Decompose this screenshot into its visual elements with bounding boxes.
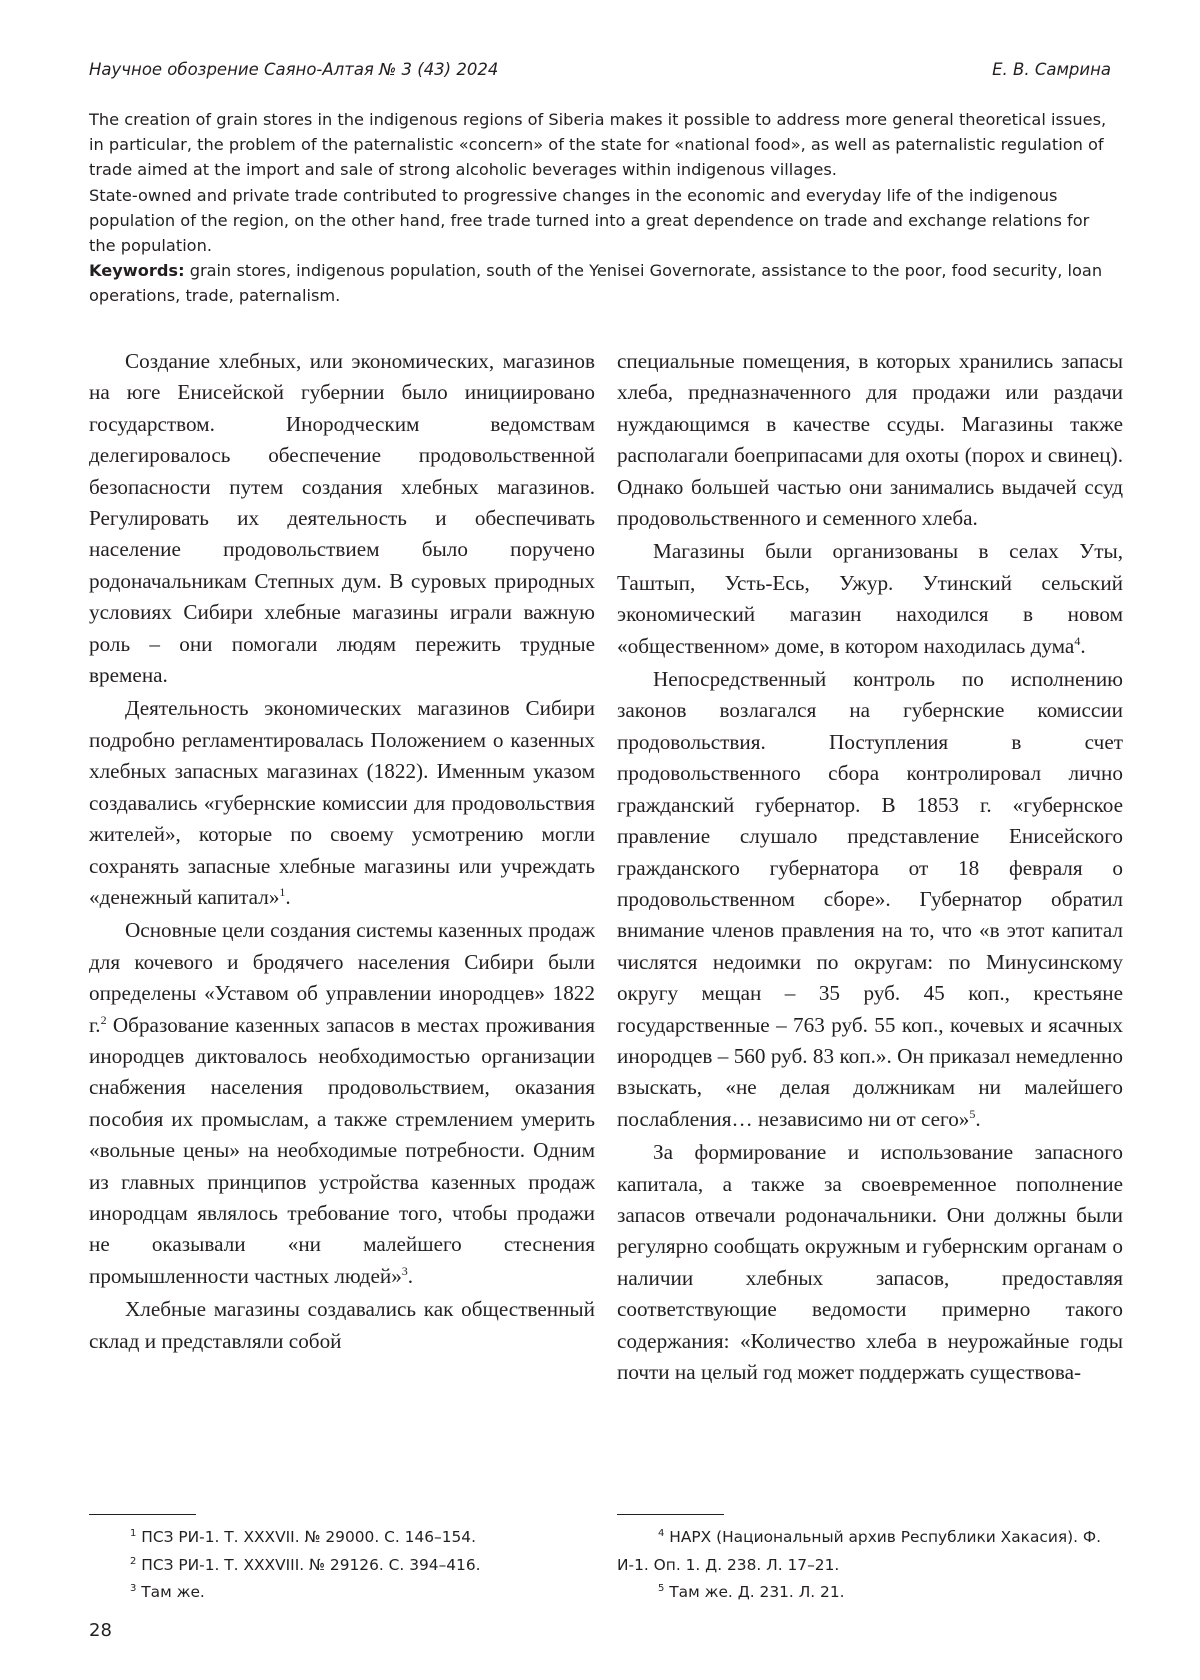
footnote-divider <box>617 1514 724 1515</box>
page-number: 28 <box>89 1620 112 1641</box>
footnote: $^2$ ПСЗ РИ-1. Т. XXXVIII. № 29126. С. 394–416. <box>130 1555 481 1574</box>
abstract-paragraph-1: The creation of grain stores in the indigenous regions of Siberia makes it possible to address more general theoretical issues, in particular, the problem of the paternalistic «concern» of the state for «national food», as well as paternalistic regulation of trade aimed at the import and sale of strong alcoholic beverages within indigenous villages. <box>89 110 1107 180</box>
keywords-text: grain stores, indigenous population, south of the Yenisei Governorate, assistance to the poor, food security, loan operations, trade, paternalism. <box>89 261 1103 306</box>
footnote: $^5$ Там же. Д. 231. Л. 21. <box>658 1582 845 1601</box>
footnote-ref: 2 <box>100 1012 107 1027</box>
body-paragraph: Деятельность экономических магазинов Сибири подробно регламентировалась Положением о казенных хлебных запасных магазинах (1822). Именным указом создавались «губернские комиссии для продовольствия жителей», которые по своему усмотрению могли сохранять запасные хлебные магазины или учреждать «денежный капитал»$^1$. <box>89 696 595 909</box>
keywords-label: Keywords: <box>89 261 185 281</box>
body-column-left <box>89 346 595 1357</box>
footnote: $^4$ НАРХ (Национальный архив Республики Хакасия). Ф. И-1. Оп. 1. Д. 238. Л. 17–21. <box>617 1527 1102 1574</box>
footnotes-left <box>89 1524 595 1607</box>
body-paragraph: Хлебные магазины создавались как общественный склад и представляли собой <box>89 1297 595 1353</box>
body-paragraph: Магазины были организованы в селах Уты, Таштып, Усть-Есь, Ужур. Утинский сельский экономический магазин находился в новом «общественном» доме, в котором находилась дума$^4$. <box>617 539 1123 658</box>
footnote: $^1$ ПСЗ РИ-1. Т. XXXVII. № 29000. С. 146–154. <box>130 1527 476 1546</box>
footnote-ref: 3 <box>401 1263 408 1278</box>
footnotes-right <box>617 1524 1123 1607</box>
footnote-ref: 4 <box>1074 633 1081 648</box>
body-column-right <box>617 346 1123 1388</box>
keywords <box>89 258 1111 308</box>
english-abstract <box>89 107 1111 309</box>
abstract-paragraph-2: State-owned and private trade contributed to progressive changes in the economic and everyday life of the indigenous population of the region, on the other hand, free trade turned into a great dependence on trade and exchange relations for the population. <box>89 185 1090 256</box>
author-name: Е. В. Самрина <box>992 60 1111 79</box>
footnote: $^3$ Там же. <box>130 1582 205 1601</box>
body-paragraph: Непосредственный контроль по исполнению законов возлагался на губернские комиссии продовольствия. Поступления в счет продовольственного сбора контролировал лично гражданский губернатор. В 1853 г. «губернское правление слушало представление Енисейского гражданского губернатора от 18 февраля о продовольственном сборе». Губернатор обратил внимание членов правления на то, что «в этот капитал числятся недоимки по округам: по Минусинскому округу мещан – 35 руб. 45 коп., крестьяне государственные – 763 руб. 55 коп., кочевых и ясачных инородцев – 560 руб. 83 коп.». Он приказал немедленно взыскать, «не делая должникам ни малейшего послабления… независимо ни от сего»$^5$. <box>617 667 1123 1131</box>
footnote-ref: 5 <box>969 1106 976 1121</box>
body-paragraph: Создание хлебных, или экономических, магазинов на юге Енисейской губернии было инициировано государством. Инородческим ведомствам делегировалось обеспечение продовольственной безопасности путем создания хлебных магазинов. Регулировать их деятельность и обеспечивать население продовольствием было поручено родоначальникам Степных дум. В суровых природных условиях Сибири хлебные магазины играли важную роль – они помогали людям пережить трудные времена. <box>89 349 595 688</box>
footnote-ref: 1 <box>279 884 286 899</box>
journal-title: Научное обозрение Саяно-Алтая № 3 (43) 2024 <box>89 60 499 79</box>
footnote-divider <box>89 1514 196 1515</box>
body-paragraph: За формирование и использование запасного капитала, а также за своевременное пополнение запасов отвечали родоначальники. Они должны были регулярно сообщать окружным и губернским органам о наличии хлебных запасов, предоставляя соответствующие ведомости примерно такого содержания: «Количество хлеба в неурожайные годы почти на целый год может поддержать существова- <box>617 1140 1123 1384</box>
running-head <box>89 60 1111 86</box>
body-paragraph: Основные цели создания системы казенных продаж для кочевого и бродячего населения Сибири были определены «Уставом об управлении инородцев» 1822 г.$^2$ Образование казенных запасов в местах проживания инородцев диктовалось необходимостью организации снабжения населения продовольствием, оказания пособия их промыслам, а также стремлением умерить «вольные цены» на необходимые потребности. Одним из главных принципов устройства казенных продаж инородцам являлось требование того, чтобы продажи не оказывали «ни малейшего стеснения промышленности частных людей»$^3$. <box>89 918 595 1288</box>
body-paragraph: специальные помещения, в которых хранились запасы хлеба, предназначенного для продажи или раздачи нуждающимся в качестве ссуды. Магазины также располагали боеприпасами для охоты (порох и свинец). Однако большей частью они занимались выдачей ссуд продовольственного и семенного хлеба. <box>617 349 1123 531</box>
